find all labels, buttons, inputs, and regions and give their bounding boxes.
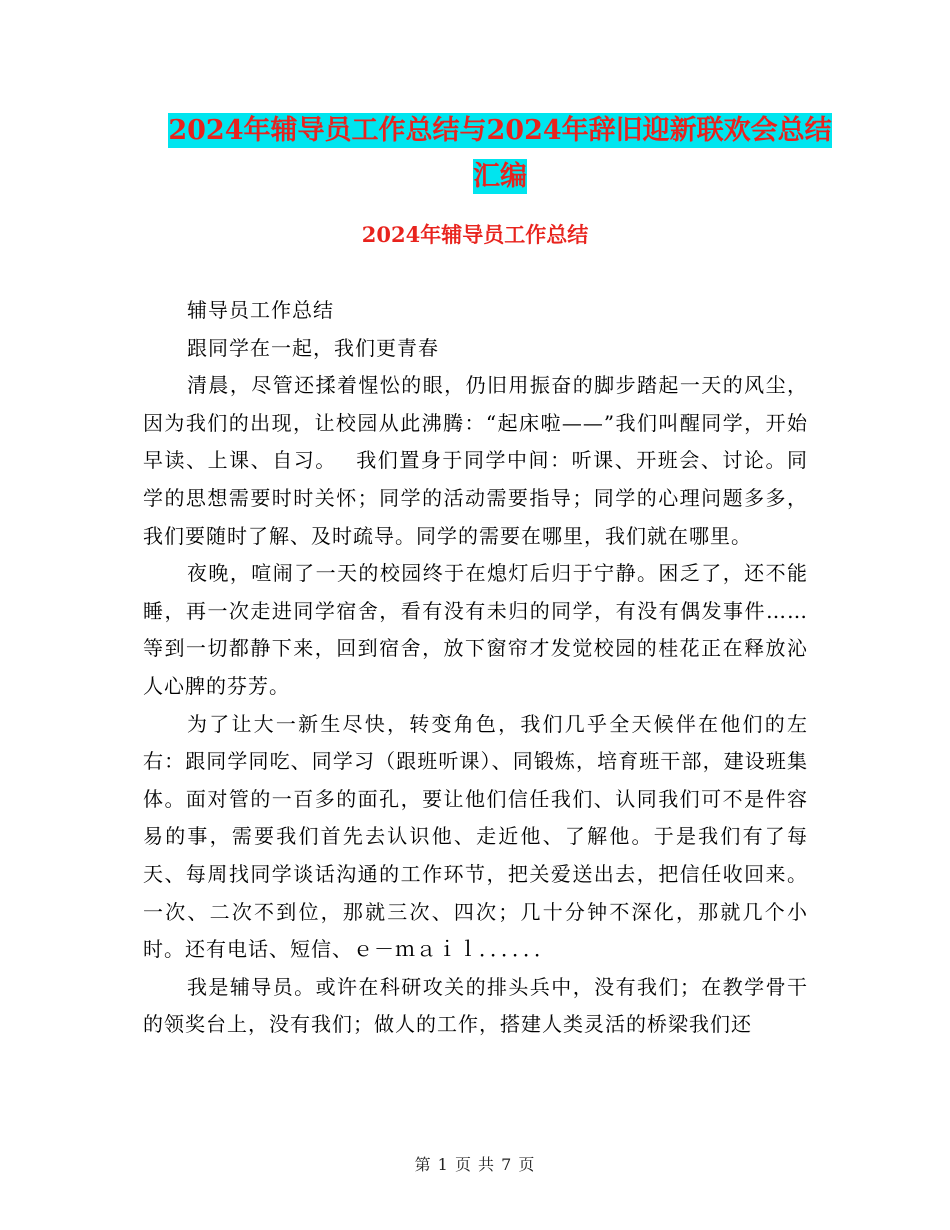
- document-body: [143, 292, 808, 1044]
- document-title: [140, 108, 860, 200]
- document-title-line2: 汇编: [473, 161, 527, 192]
- paragraph: 辅导员工作总结: [187, 298, 334, 322]
- paragraph: 清晨，尽管还揉着惺忪的眼，仍旧用振奋的脚步踏起一天的风尘，因为我们的出现，让校园从此沸腾：“起床啦——”我们叫醒同学，开始早读、上课、自习。 我们置身于同学中间：听课、开班会、讨论。同学的思想需要时时关怀；同学的活动需要指导；同学的心理问题多多，我们要随时了解、及时疏导。同学的需要在哪里，我们就在哪里。: [143, 373, 808, 548]
- section-title: 2024年辅导员工作总结: [361, 222, 589, 247]
- page-footer: 第 1 页 共 7 页: [414, 1155, 536, 1174]
- document-title-line1: 2024年辅导员工作总结与2024年辞旧迎新联欢会总结: [168, 115, 832, 146]
- paragraph: 为了让大一新生尽快，转变角色，我们几乎全天候伴在他们的左右：跟同学同吃、同学习（跟班听课）、同锻炼，培育班干部，建设班集体。面对管的一百多的面孔，要让他们信任我们、认同我们可不是件容易的事，需要我们首先去认识他、走近他、了解他。于是我们有了每天、每周找同学谈话沟通的工作环节，把关爱送出去，把信任收回来。一次、二次不到位，那就三次、四次；几十分钟不深化，那就几个小时。还有电话、短信、ｅ－ｍａｉｌ．．．．．．: [143, 711, 808, 962]
- paragraph: 夜晚，喧闹了一天的校园终于在熄灯后归于宁静。困乏了，还不能睡，再一次走进同学宿舍，看有没有未归的同学，有没有偶发事件……等到一切都静下来，回到宿舍，放下窗帘才发觉校园的桂花正在释放沁人心脾的芬芳。: [143, 561, 808, 698]
- paragraph: 跟同学在一起，我们更青春: [187, 335, 439, 360]
- paragraph: 我是辅导员。或许在科研攻关的排头兵中，没有我们；在教学骨干的领奖台上，没有我们；做人的工作，搭建人类灵活的桥梁我们还: [143, 974, 808, 1037]
